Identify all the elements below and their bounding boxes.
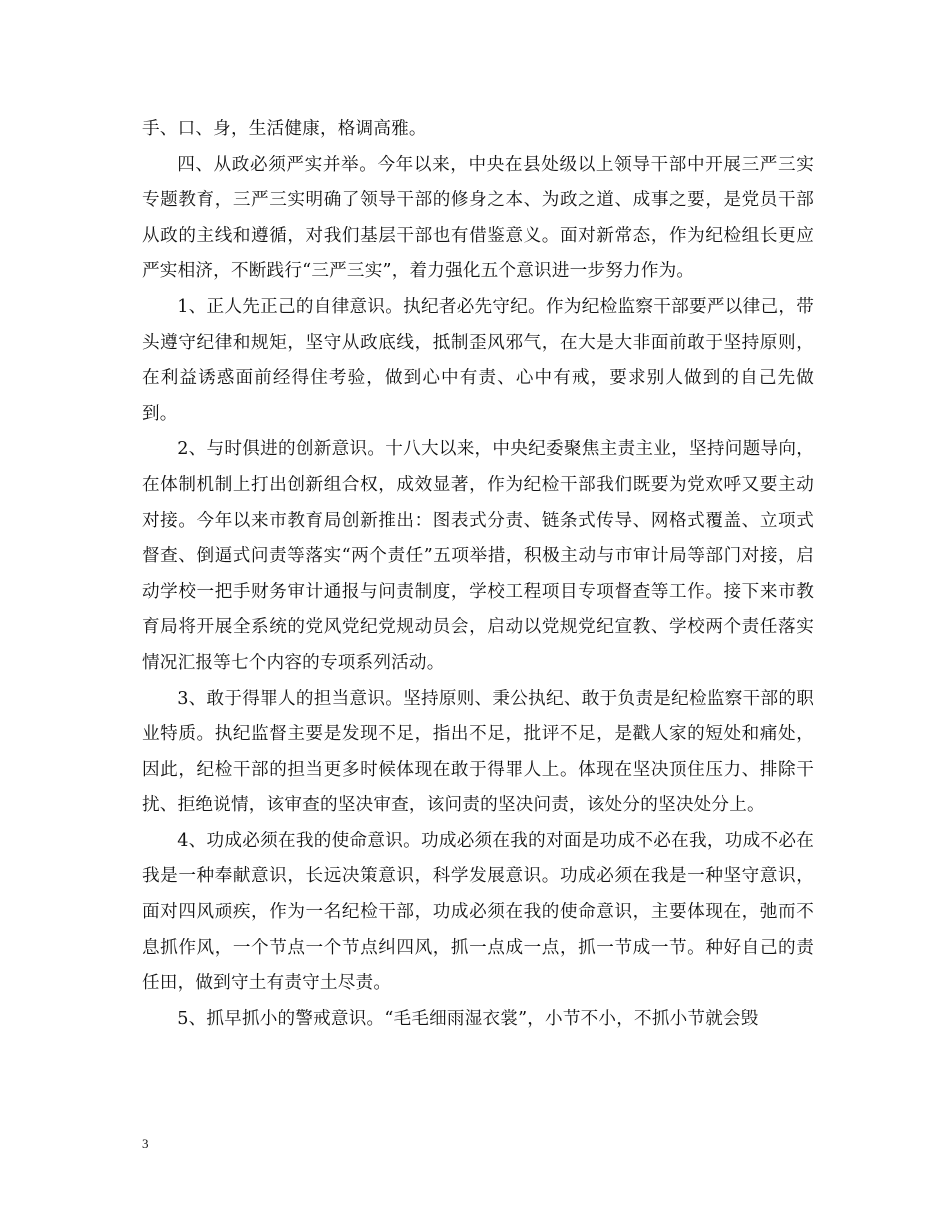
paragraph-2: 四、从政必须严实并举。今年以来，中央在县处级以上领导干部中开展三严三实专题教育，三严三实明确了领导干部的修身之本、为政之道、成事之要，是党员干部从政的主线和遵循，对我们基层干部也有借鉴意义。面对新常态，作为纪检组长更应严实相济，不断践行“三严三实”，着力强化五个意识进一步努力作为。 xyxy=(142,154,814,282)
page-number: 3 xyxy=(142,1136,149,1151)
paragraph-4: 2、与时俱进的创新意识。十八大以来，中央纪委聚焦主责主业，坚持问题导向，在体制机制上打出创新组合权，成效显著，作为纪检干部我们既要为党欢呼又要主动对接。今年以来市教育局创新推出：图表式分责、链条式传导、网格式覆盖、立项式督查、倒逼式问责等落实“两个责任”五项举措，积极主动与市审计局等部门对接，启动学校一把手财务审计通报与问责制度，学校工程项目专项督查等工作。接下来市教育局将开展全系统的党风党纪党规动员会，启动以党规党纪宣教、学校两个责任落实情况汇报等七个内容的专项系列活动。 xyxy=(142,439,814,673)
paragraph-5: 3、敢于得罪人的担当意识。坚持原则、秉公执纪、敢于负责是纪检监察干部的职业特质。执纪监督主要是发现不足，指出不足，批评不足，是戳人家的短处和痛处，因此，纪检干部的担当更多时候体现在敢于得罪人上。体现在坚决顶住压力、排除干扰、拒绝说情，该审查的坚决审查，该问责的坚决问责，该处分的坚决处分上。 xyxy=(142,688,814,816)
paragraph-6: 4、功成必须在我的使命意识。功成必须在我的对面是功成不必在我，功成不必在我是一种奉献意识，长远决策意识，科学发展意识。功成必须在我是一种坚守意识，面对四风顽疾，作为一名纪检干部，功成必须在我的使命意识，主要体现在，弛而不息抓作风，一个节点一个节点纠四风，抓一点成一点，抓一节成一节。种好自己的责任田，做到守土有责守土尽责。 xyxy=(142,830,814,994)
paragraph-3: 1、正人先正己的自律意识。执纪者必先守纪。作为纪检监察干部要严以律己，带头遵守纪律和规矩，坚守从政底线，抵制歪风邪气，在大是大非面前敢于坚持原则，在利益诱惑面前经得住考验，做到心中有责、心中有戒，要求别人做到的自己先做到。 xyxy=(142,296,814,424)
paragraph-1: 手、口、身，生活健康，格调高雅。 xyxy=(142,119,427,139)
document-body xyxy=(142,112,814,1037)
paragraph-7: 5、抓早抓小的警戒意识。“毛毛细雨湿衣裳”，小节不小，不抓小节就会毁 xyxy=(177,1008,759,1029)
